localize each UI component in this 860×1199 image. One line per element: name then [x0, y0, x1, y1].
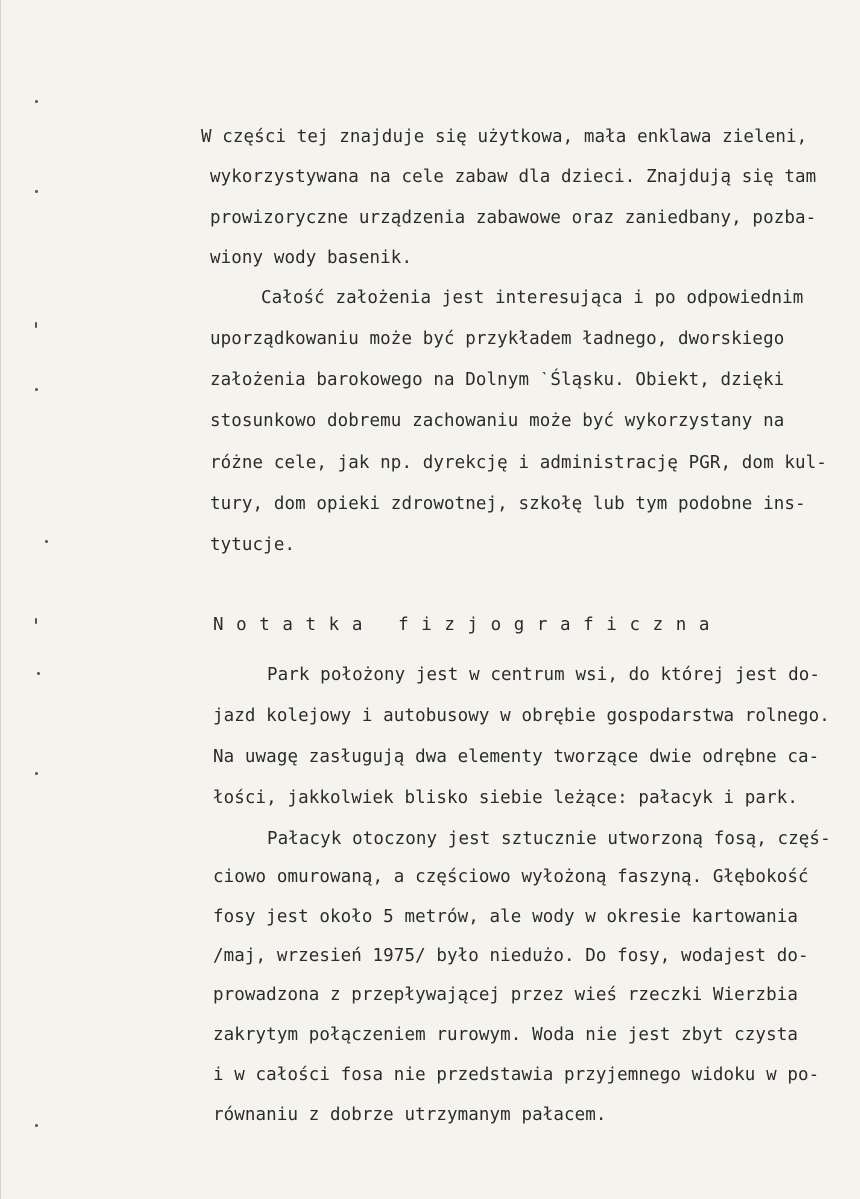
- text-line: łości, jakkolwiek blisko siebie leżące: pałacyk i park.: [213, 788, 798, 808]
- text-line: Pałacyk otoczony jest sztucznie utworzoną fosą, częś-: [267, 829, 831, 849]
- text-line: wykorzystywana na cele zabaw dla dzieci. Znajdują się tam: [210, 167, 817, 187]
- text-line: uporządkowaniu może być przykładem ładnego, dworskiego: [210, 329, 785, 349]
- text-line: jazd kolejowy i autobusowy w obrębie gospodarstwa rolnego.: [213, 706, 830, 726]
- margin-speck: [37, 672, 40, 675]
- text-line: tytucje.: [210, 535, 296, 555]
- text-line: Na uwagę zasługują dwa elementy tworzące dwie odrębne ca-: [213, 747, 820, 767]
- text-line: Park położony jest w centrum wsi, do której jest do-: [267, 665, 821, 685]
- margin-speck: [35, 322, 37, 328]
- text-line: Całość założenia jest interesująca i po odpowiednim: [261, 288, 804, 308]
- text-line: i w całości fosa nie przedstawia przyjemnego widoku w po-: [213, 1065, 820, 1085]
- text-line: różne cele, jak np. dyrekcję i administrację PGR, dom kul-: [210, 453, 827, 473]
- text-line: prowizoryczne urządzenia zabawowe oraz zaniedbany, pozba-: [210, 208, 817, 228]
- text-line: równaniu z dobrze utrzymanym pałacem.: [213, 1105, 607, 1125]
- margin-speck: [35, 1124, 38, 1127]
- text-line: założenia barokowego na Dolnym ˋŚląsku. Obiekt, dzięki: [210, 370, 785, 390]
- margin-speck: [35, 100, 38, 103]
- margin-speck: [35, 190, 38, 193]
- text-line: tury, dom opieki zdrowotnej, szkołę lub tym podobne ins-: [210, 494, 806, 514]
- margin-speck: [35, 772, 38, 775]
- text-line: zakrytym połączeniem rurowym. Woda nie jest zbyt czysta: [213, 1025, 798, 1045]
- margin-speck: [45, 540, 48, 543]
- section-heading: Notatka fizjograficzna: [213, 615, 722, 635]
- text-line: stosunkowo dobremu zachowaniu może być wykorzystany na: [210, 411, 785, 431]
- margin-speck: [35, 618, 37, 624]
- text-line: ciowo omurowaną, a częściowo wyłożoną faszyną. Głębokość: [213, 867, 809, 887]
- text-line: W części tej znajduje się użytkowa, mała enklawa zieleni,: [201, 127, 808, 147]
- margin-speck: [35, 388, 38, 391]
- text-line: fosy jest około 5 metrów, ale wody w okresie kartowania: [213, 907, 798, 927]
- text-line: wiony wody basenik.: [210, 248, 413, 268]
- text-line: /maj, wrzesień 1975/ było niedużo. Do fosy, wodajest do-: [213, 946, 809, 966]
- text-line: prowadzona z przepływającej przez wieś rzeczki Wierzbia: [213, 985, 798, 1005]
